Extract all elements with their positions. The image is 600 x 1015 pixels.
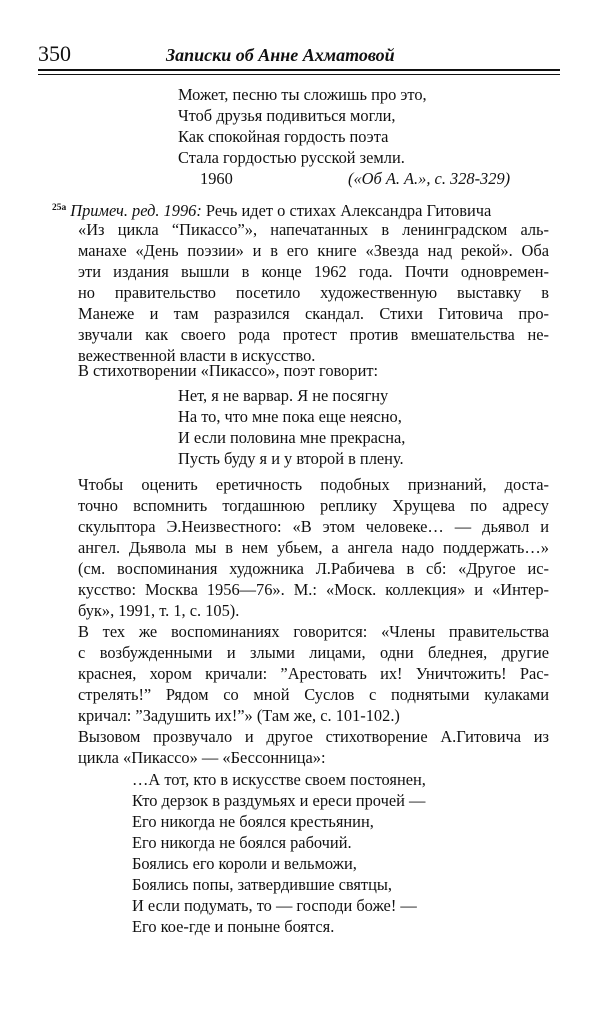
- para-line: ангел. Дьявола мы в нем убьем, а ангела надо поддержать…»: [78, 538, 549, 557]
- para-line: Чтобы оценить еретичность подобных признаний, доста-: [78, 475, 549, 494]
- page-header: [38, 42, 558, 70]
- poem-1-year: 1960: [200, 169, 233, 188]
- paragraph-insomnia-intro: [78, 726, 549, 768]
- note-line: Манеже и там разразился скандал. Стихи Гитовича про-: [78, 304, 549, 323]
- note-line: звучали как своего рода протест против вмешательства не-: [78, 325, 549, 344]
- verse-line: Стала гордостью русской земли.: [178, 148, 405, 167]
- note-line: вежественной власти в искусство.: [78, 346, 316, 365]
- verse-line: Боялись попы, затвердившие святцы,: [132, 875, 392, 894]
- note-line: «Из цикла “Пикассо”», напечатанных в ленинградском аль-: [78, 220, 549, 239]
- para-line: краснея, хором кричали: ”Арестовать их! Уничтожить! Рас-: [78, 664, 549, 683]
- verse-line: Кто дерзок в раздумьях и ереси прочей —: [132, 791, 426, 810]
- header-rule-thin: [38, 74, 560, 75]
- verse-line: На то, что мне пока еще неясно,: [178, 407, 402, 426]
- poem-3: [132, 769, 426, 937]
- verse-line: И если половина мне прекрасна,: [178, 428, 406, 447]
- para-line: кусство: Москва 1956—76». М.: «Моск. коллекция» и «Интер-: [78, 580, 549, 599]
- note-first-line: [52, 198, 549, 221]
- verse-line: Его никогда не боялся рабочий.: [132, 833, 352, 852]
- verse-line: Боялись его короли и вельможи,: [132, 854, 357, 873]
- para-line: кричал: ”Задушить их!”» (Там же, с. 101-102.): [78, 706, 400, 725]
- para-line: Вызовом прозвучало и другое стихотворение А.Гитовича из: [78, 727, 549, 746]
- para-line: с возбужденными и злыми лицами, одни бледнея, другие: [78, 643, 549, 662]
- note-body: [78, 219, 549, 366]
- poem-1: [178, 84, 427, 168]
- verse-line: Может, песню ты сложишь про это,: [178, 85, 427, 104]
- para-line: стрелять!” Рядом со мной Суслов с поднятыми кулаками: [78, 685, 549, 704]
- paragraph-intro-picasso: В стихотворении «Пикассо», поэт говорит:: [78, 361, 379, 380]
- verse-line: Нет, я не варвар. Я не посягну: [178, 386, 389, 405]
- note-marker: 25а: [52, 203, 67, 213]
- header-rule-thick: [38, 69, 560, 71]
- para-line: скульптора Э.Неизвестного: «В этом человеке… — дьявол и: [78, 517, 549, 536]
- verse-line: …А тот, кто в искусстве своем постоянен,: [132, 770, 426, 789]
- note-label: Примеч. ред. 1996:: [70, 201, 202, 220]
- verse-line: Его никогда не боялся крестьянин,: [132, 812, 374, 831]
- verse-line: Чтоб друзья подивиться могли,: [178, 106, 396, 125]
- poem-2: [178, 385, 405, 469]
- paragraph-heresy: [78, 474, 549, 621]
- para-line: бук», 1991, т. 1, с. 105).: [78, 601, 240, 620]
- verse-line: Пусть буду я и у второй в плену.: [178, 449, 404, 468]
- page-number: 350: [38, 41, 71, 66]
- note-line: эти издания вышли в конце 1962 года. Почти одновремен-: [78, 262, 549, 281]
- note-line: но правительство посетило художественную выставку в: [78, 283, 549, 302]
- verse-line: Как спокойная гордость поэта: [178, 127, 389, 146]
- running-title: Записки об Анне Ахматовой: [166, 45, 395, 65]
- verse-line: И если подумать, то — господи боже! —: [132, 896, 417, 915]
- para-line: (см. воспоминания художника Л.Рабичева в сб: «Другое ис-: [78, 559, 549, 578]
- para-line: цикла «Пикассо» — «Бессонница»:: [78, 748, 326, 767]
- editor-note: [52, 198, 549, 221]
- poem-1-source: («Об А. А.», с. 328-329): [348, 169, 511, 188]
- note-first-line-text: Речь идет о стихах Александра Гитовича: [205, 201, 492, 220]
- para-line: В тех же воспоминаниях говорится: «Члены правительства: [78, 622, 549, 641]
- verse-line: Его кое-где и поныне боятся.: [132, 917, 335, 936]
- paragraph-memoirs: [78, 621, 549, 726]
- note-line: манахе «День поэзии» и в его книге «Звезда над рекой». Оба: [78, 241, 549, 260]
- para-line: точно вспомнить тогдашнюю реплику Хрущева по адресу: [78, 496, 549, 515]
